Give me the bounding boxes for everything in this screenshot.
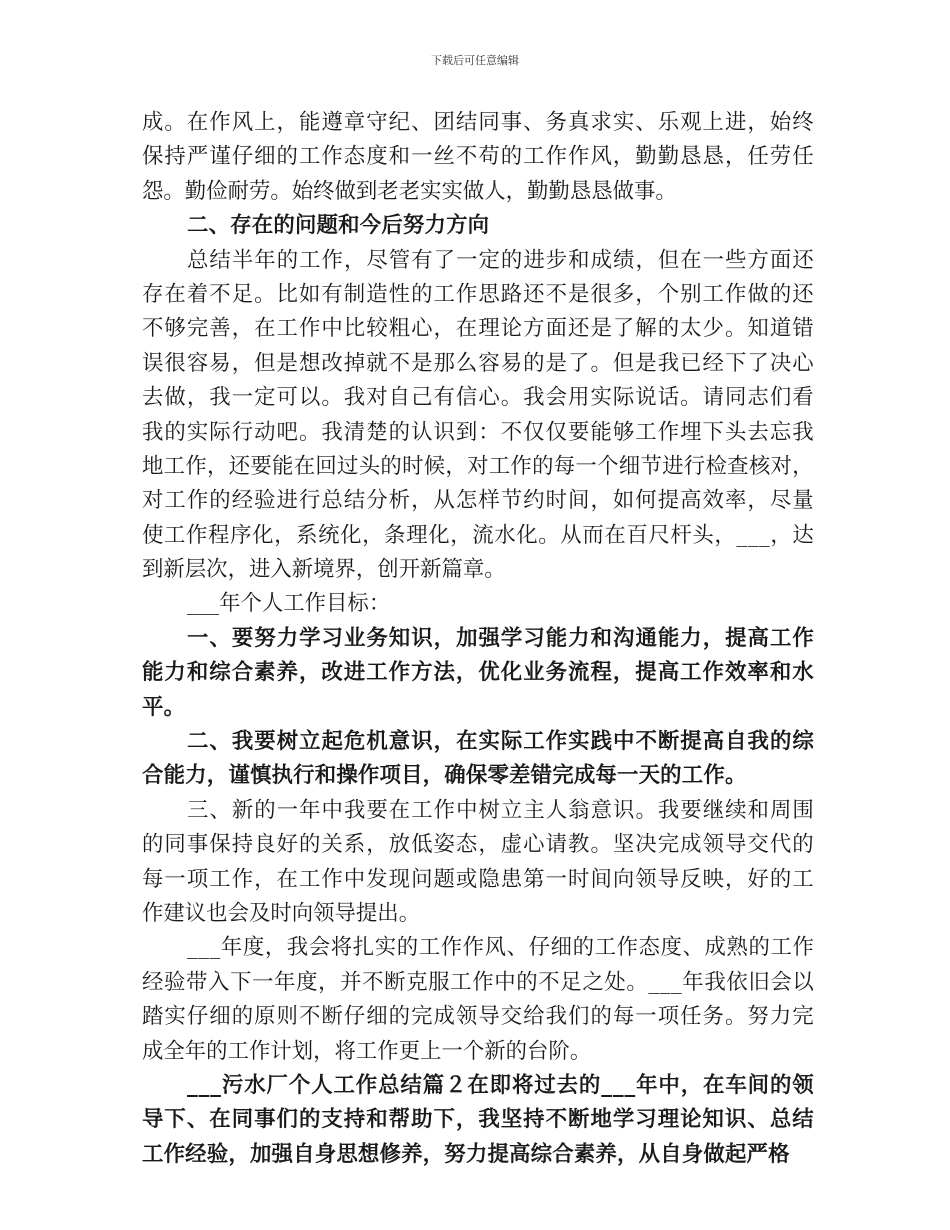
text-line: _ _ _ 年 度 ， 我 会 将 扎 实 的 工 作 作 风 、 仔 细 的 工 作 态 度 、 成 熟 的 工 作 [187,935,814,961]
text-line: 每 一 项 工 作 ， 在 工 作 中 发 现 问 题 或 隐 患 第 一 时 间 向 领 导 反 映 ， 好 的 工 [142,866,814,892]
text-line: 平。 [142,694,186,720]
text-line: _ _ _ 污 水 厂 个 人 工 作 总 结 篇 ２ 在 即 将 过 去 的 _ _ _ 年 中 ， 在 车 间 的 领 [187,1072,814,1098]
text-line: 的 同 事 保 持 良 好 的 关 系 ， 放 低 姿 态 ， 虚 心 请 教 。 坚 决 完 成 领 导 交 代 的 [142,832,814,858]
text-line: 踏 实 仔 细 的 原 则 不 断 仔 细 的 完 成 领 导 交 给 我 们 的 每 一 项 任 务 。 努 力 完 [142,1004,814,1030]
text-line: 二 、 我 要 树 立 起 危 机 意 识 ， 在 实 际 工 作 实 践 中 不 断 提 高 自 我 的 综 [187,729,814,755]
text-line: 对 工 作 的 经 验 进 行 总 结 分 析 ， 从 怎 样 节 约 时 间 ， 如 何 提 高 效 率 ， 尽 量 [142,488,814,514]
paragraph [142,622,814,725]
text-line: 经 验 带 入 下 一 年 度 ， 并 不 断 克 服 工 作 中 的 不 足 之 处 。 _ _ _ 年 我 依 旧 会 以 [142,969,814,995]
section-heading [142,209,814,243]
text-line: 作建议也会及时向领导提出。 [142,900,421,926]
text-line: 一 、 要 努 力 学 习 业 务 知 识 ， 加 强 学 习 能 力 和 沟 通 能 力 ， 提 高 工 作 [187,625,814,651]
text-line: ___年个人工作目标： [187,591,391,617]
text-line: 去 做 ， 我 一 定 可 以 。 我 对 自 己 有 信 心 。 我 会 用 实 际 说 话 。 请 同 志 们 看 [142,385,814,411]
text-line: 三 、 新 的 一 年 中 我 要 在 工 作 中 树 立 主 人 翁 意 识 。 我 要 继 续 和 周 围 [187,797,814,823]
paragraph [142,794,814,932]
paragraph [142,931,814,1069]
text-line: 使 工 作 程 序 化 ， 系 统 化 ， 条 理 化 ， 流 水 化 。 从 而 在 百 尺 杆 头 ， _ _ _ ， 达 [142,522,814,548]
text-line: 能 力 和 综 合 素 养 ， 改 进 工 作 方 法 ， 优 化 业 务 流 程 ， 提 高 工 作 效 率 和 水 [142,660,814,686]
text-line: 二、存在的问题和今后努力方向 [187,213,490,239]
text-line: 成全年的工作计划，将工作更上一个新的台阶。 [142,1038,592,1064]
text-line: 怨。勤俭耐劳。始终做到老老实实做人，勤勤恳恳做事。 [142,178,677,204]
text-line: 保 持 严 谨 仔 细 的 工 作 态 度 和 一 丝 不 苟 的 工 作 作 风 ， 勤 勤 恳 恳 ， 任 劳 任 [142,144,814,170]
document-body [142,106,814,1172]
text-line: 合能力，谨慎执行和操作项目，确保零差错完成每一天的工作。 [142,763,747,789]
text-line: 工作经验，加强自身思想修养，努力提高综合素养，从自身做起严格 [142,1141,790,1167]
paragraph [142,725,814,794]
text-line: 不 够 完 善 ， 在 工 作 中 比 较 粗 心 ， 在 理 论 方 面 还 是 了 解 的 太 少 。 知 道 错 [142,316,814,342]
text-line: 误 很 容 易 ， 但 是 想 改 掉 就 不 是 那 么 容 易 的 是 了 。 但 是 我 已 经 下 了 决 心 [142,350,814,376]
text-line: 到新层次，进入新境界，创开新篇章。 [142,557,506,583]
text-line: 地 工 作 ， 还 要 能 在 回 过 头 的 时 候 ， 对 工 作 的 每 一 个 细 节 进 行 检 查 核 对 ， [142,453,814,479]
paragraph [142,587,814,621]
text-line: 导 下 、 在 同 事 们 的 支 持 和 帮 助 下 ， 我 坚 持 不 断 地 学 习 理 论 知 识 、 总 结 [142,1107,814,1133]
page-header: 下载后可任意编辑 [431,54,519,67]
paragraph [142,106,814,209]
text-line: 我 的 实 际 行 动 吧 。 我 清 楚 的 认 识 到 ： 不 仅 仅 要 能 够 工 作 埋 下 头 去 忘 我 [142,419,814,445]
paragraph [142,1069,814,1172]
text-line: 存 在 着 不 足 。 比 如 有 制 造 性 的 工 作 思 路 还 不 是 很 多 ， 个 别 工 作 做 的 还 [142,281,814,307]
paragraph [142,244,814,588]
text-line: 总 结 半 年 的 工 作 ， 尽 管 有 了 一 定 的 进 步 和 成 绩 ， 但 在 一 些 方 面 还 [187,247,814,273]
text-line: 成 。 在 作 风 上 ， 能 遵 章 守 纪 、 团 结 同 事 、 务 真 求 实 、 乐 观 上 进 ， 始 终 [142,110,814,135]
